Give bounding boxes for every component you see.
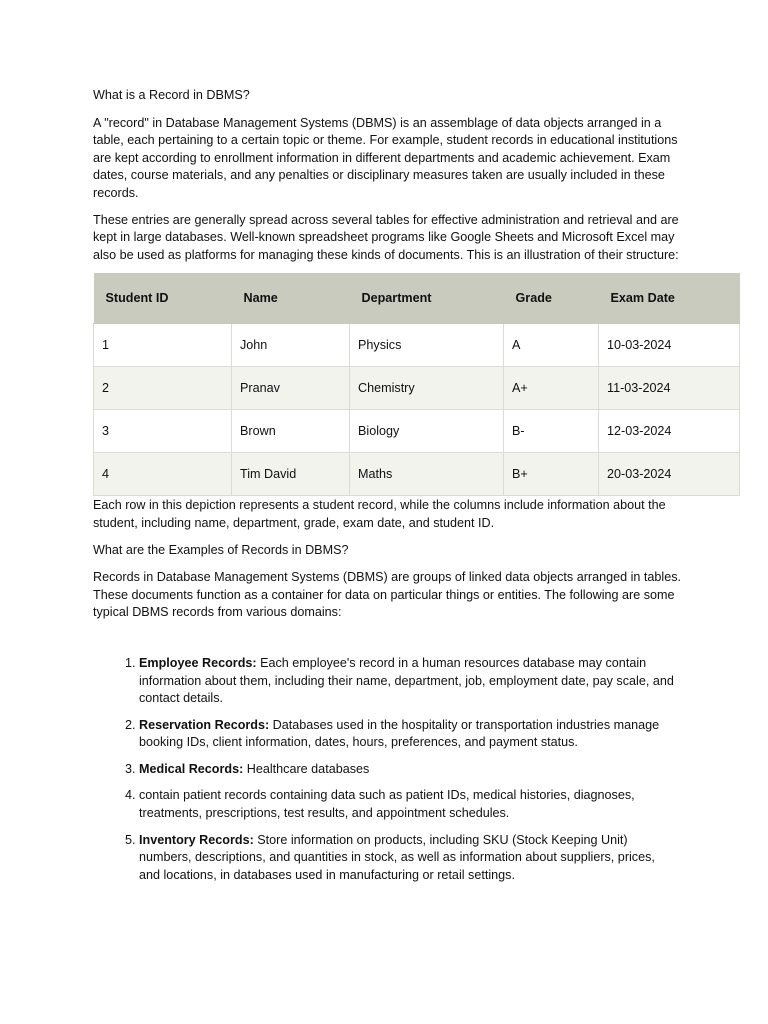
cell-exam-date: 20-03-2024 bbox=[599, 453, 740, 496]
list-item bbox=[139, 717, 679, 752]
list-item-text: Healthcare databases bbox=[243, 761, 370, 776]
paragraph-row-explanation: Each row in this depiction represents a student record, while the columns include information about the student, including name, department, grade, exam date, and student ID. bbox=[93, 498, 666, 530]
list-item bbox=[139, 787, 679, 822]
header-student-id: Student ID bbox=[94, 273, 232, 324]
header-department: Department bbox=[350, 273, 504, 324]
cell-grade: A+ bbox=[504, 367, 599, 410]
heading-what-is-record: What is a Record in DBMS? bbox=[93, 88, 250, 102]
list-item bbox=[139, 832, 679, 885]
cell-name: Pranav bbox=[232, 367, 350, 410]
cell-department: Maths bbox=[350, 453, 504, 496]
cell-name: Tim David bbox=[232, 453, 350, 496]
record-examples-list bbox=[93, 655, 679, 885]
cell-department: Biology bbox=[350, 410, 504, 453]
cell-student-id: 4 bbox=[94, 453, 232, 496]
table-row bbox=[94, 453, 740, 496]
list-item-label: Medical Records: bbox=[139, 761, 244, 776]
cell-name: John bbox=[232, 324, 350, 367]
list-item-label: Employee Records: bbox=[139, 655, 257, 670]
table-header-row bbox=[94, 273, 740, 324]
header-exam-date: Exam Date bbox=[599, 273, 740, 324]
document-body bbox=[93, 87, 683, 893]
cell-department: Physics bbox=[350, 324, 504, 367]
cell-name: Brown bbox=[232, 410, 350, 453]
list-item-text: Store information on products, including SKU (Stock Keeping Unit) numbers, descriptions, and quantities in stock, as well as information about suppliers, prices, and locations, in databases used in manufacturing or retail settings. bbox=[139, 832, 655, 882]
paragraph-records-intro: Records in Database Management Systems (DBMS) are groups of linked data objects arranged in tables. These documents function as a container for data on particular things or entities. The following are some typical DBMS records from various domains: bbox=[93, 570, 682, 620]
list-item-label: Reservation Records: bbox=[139, 717, 270, 732]
list-item bbox=[139, 655, 679, 708]
cell-student-id: 3 bbox=[94, 410, 232, 453]
paragraph-record-storage: These entries are generally spread across several tables for effective administration and retrieval and are kept in large databases. Well-known spreadsheet programs like Google Sheets and Microsoft Excel may also be used as platforms for managing these kinds of documents. This is an illustration of their structure: bbox=[93, 212, 679, 262]
student-records-table bbox=[93, 273, 739, 496]
list-item-text: Each employee's record in a human resources database may contain information about them, including their name, department, job, employment date, pay scale, and contact details. bbox=[139, 655, 674, 706]
cell-grade: A bbox=[504, 324, 599, 367]
table-row bbox=[94, 410, 740, 453]
cell-grade: B- bbox=[504, 410, 599, 453]
cell-exam-date: 11-03-2024 bbox=[599, 367, 740, 410]
cell-student-id: 2 bbox=[94, 367, 232, 410]
header-name: Name bbox=[232, 273, 350, 324]
list-item-text: Databases used in the hospitality or transportation industries manage booking IDs, client information, dates, hours, preferences, and payment status. bbox=[139, 717, 660, 750]
list-item-text: contain patient records containing data such as patient IDs, medical histories, diagnoses, treatments, prescriptions, test results, and appointment schedules. bbox=[139, 788, 635, 821]
table-row bbox=[94, 367, 740, 410]
table-row bbox=[94, 324, 740, 367]
cell-exam-date: 10-03-2024 bbox=[599, 324, 740, 367]
paragraph-record-definition: A "record" in Database Management Systems (DBMS) is an assemblage of data objects arranged in a table, each pertaining to a certain topic or theme. For example, student records in educational institutions are kept according to enrollment information in different departments and academic achievement. Exam dates, course materials, and any penalties or disciplinary measures taken are usually included in these records. bbox=[93, 115, 678, 200]
cell-student-id: 1 bbox=[94, 324, 232, 367]
list-item-label: Inventory Records: bbox=[139, 832, 254, 847]
cell-department: Chemistry bbox=[350, 367, 504, 410]
header-grade: Grade bbox=[504, 273, 599, 324]
cell-exam-date: 12-03-2024 bbox=[599, 410, 740, 453]
heading-examples-of-records: What are the Examples of Records in DBMS? bbox=[93, 542, 349, 557]
list-item bbox=[139, 761, 679, 779]
cell-grade: B+ bbox=[504, 453, 599, 496]
